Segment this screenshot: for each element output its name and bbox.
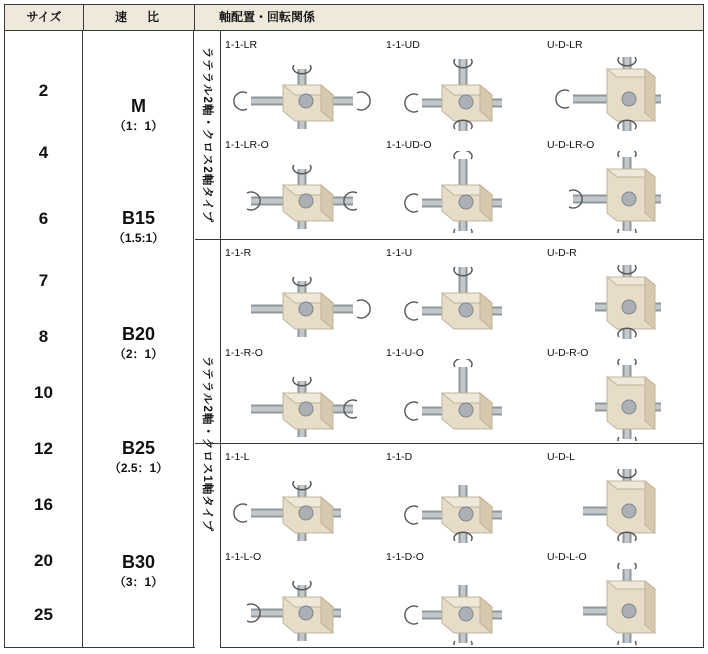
diagram-label: 1-1-U: [386, 247, 413, 259]
header-config: 軸配置・回転関係: [219, 10, 316, 24]
diagram-label: U-D-R: [547, 247, 577, 259]
size-cell: 7: [38, 271, 49, 290]
size-cell: 2: [38, 81, 49, 100]
ratio-value: （3：1）: [113, 574, 164, 589]
diagram-label: 1-1-R-O: [225, 347, 263, 359]
gearbox-lr-icon: [221, 51, 382, 133]
diagram-cell[interactable]: [221, 549, 382, 647]
diagram-label: 1-1-LR: [225, 39, 258, 51]
diagram-label: U-D-R-O: [547, 347, 589, 359]
gearbox-udl-icon: [543, 463, 704, 545]
ratio-column: [84, 31, 194, 648]
diagram-label: 1-1-R: [225, 247, 252, 259]
diagram-group-1: [221, 33, 704, 239]
group-divider: [195, 443, 704, 444]
gearbox-d-icon: [382, 463, 543, 545]
spec-table: [4, 4, 704, 648]
size-cell: 10: [34, 383, 53, 402]
ratio-cell: [84, 325, 193, 363]
gearbox-d-o-icon: [382, 563, 543, 645]
diagram-group-2: [221, 241, 704, 443]
ratio-name: B25: [121, 438, 156, 458]
diagram-cell[interactable]: [382, 137, 543, 235]
diagram-cell[interactable]: [543, 549, 704, 647]
diagram-label: U-D-L-O: [547, 551, 587, 563]
gearbox-udr-icon: [543, 259, 704, 341]
gearbox-l-o-icon: [221, 563, 382, 645]
ratio-value: （1.5:1）: [112, 230, 165, 245]
gearbox-udl-o-icon: [543, 563, 704, 645]
size-cell: 6: [38, 209, 49, 228]
size-column: [5, 31, 83, 648]
diagram-cell[interactable]: [221, 37, 382, 135]
gearbox-lr-o-icon: [221, 151, 382, 233]
gearbox-ud-icon: [382, 51, 543, 133]
ratio-value: （1：1）: [113, 118, 164, 133]
ratio-cell: [84, 553, 193, 591]
header-ratio: 速 比: [84, 5, 195, 30]
table-header-row: [5, 5, 703, 31]
diagram-label: 1-1-D-O: [386, 551, 424, 563]
gearbox-udlr-o-icon: [543, 151, 704, 233]
ratio-name: M: [131, 96, 146, 116]
diagram-cell[interactable]: [382, 549, 543, 647]
diagram-label: 1-1-L-O: [225, 551, 262, 563]
side-label-text: ラテラル2軸・クロス2軸タイプ: [200, 46, 213, 224]
gearbox-udlr-icon: [543, 51, 704, 133]
diagram-cell[interactable]: [382, 345, 543, 443]
header-size: サイズ: [5, 5, 84, 30]
size-cell: 16: [34, 495, 53, 514]
diagram-label: 1-1-UD-O: [386, 139, 432, 151]
gearbox-r-o-icon: [221, 359, 382, 441]
diagram-cell[interactable]: [543, 345, 704, 443]
side-label-cross2: [195, 31, 221, 239]
gearbox-u-o-icon: [382, 359, 543, 441]
diagram-cell[interactable]: [543, 37, 704, 135]
diagram-cell[interactable]: [382, 245, 543, 343]
diagram-cell[interactable]: [382, 37, 543, 135]
ratio-value: （2：1）: [113, 346, 164, 361]
side-label-text: ラテラル2軸・クロス1軸タイプ: [200, 355, 213, 532]
group-divider: [195, 239, 704, 240]
diagram-cell[interactable]: [221, 449, 382, 547]
diagram-label: 1-1-D: [386, 451, 413, 463]
ratio-cell: [84, 209, 193, 247]
diagram-label: U-D-L: [547, 451, 575, 463]
diagram-cell[interactable]: [221, 245, 382, 343]
diagram-label: 1-1-L: [225, 451, 250, 463]
ratio-name: B30: [121, 552, 156, 572]
diagram-label: 1-1-UD: [386, 39, 420, 51]
gearbox-l-icon: [221, 463, 382, 545]
ratio-name: B20: [121, 324, 156, 344]
gearbox-r-icon: [221, 259, 382, 341]
ratio-cell: [84, 97, 193, 135]
ratio-name: B15: [121, 208, 156, 228]
diagram-group-3: [221, 445, 704, 647]
diagram-cell[interactable]: [221, 345, 382, 443]
ratio-cell: [84, 439, 193, 477]
diagram-cell[interactable]: [221, 137, 382, 235]
diagram-label: U-D-LR: [547, 39, 583, 51]
gearbox-u-icon: [382, 259, 543, 341]
diagram-label: U-D-LR-O: [547, 139, 595, 151]
diagram-cell[interactable]: [543, 449, 704, 547]
size-cell: 25: [34, 605, 53, 624]
diagram-cell[interactable]: [543, 245, 704, 343]
size-cell: 4: [38, 143, 49, 162]
diagram-cell[interactable]: [543, 137, 704, 235]
gearbox-ud-o-icon: [382, 151, 543, 233]
diagram-cell[interactable]: [382, 449, 543, 547]
gearbox-udr-o-icon: [543, 359, 704, 441]
diagram-label: 1-1-U-O: [386, 347, 424, 359]
size-cell: 20: [34, 551, 53, 570]
diagram-label: 1-1-LR-O: [225, 139, 269, 151]
size-cell: 12: [34, 439, 53, 458]
size-cell: 8: [38, 327, 49, 346]
ratio-value: （2.5：1）: [108, 460, 169, 475]
